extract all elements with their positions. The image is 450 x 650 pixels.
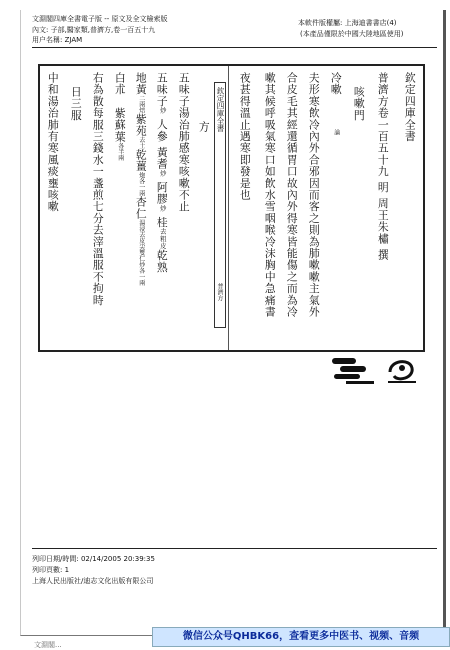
region-note: (本產品僅限於中國大陸地區使用) (300, 30, 404, 38)
text-column-9: 右為散每服三錢水一盞煎七分去滓溫服不拘時 (91, 72, 105, 306)
book-title-column: 欽定四庫全書 (403, 72, 417, 143)
text-column-5: 五味子湯治肺感寒咳嗽不止 (177, 72, 191, 213)
column-divider (228, 66, 229, 350)
document-footer (32, 554, 155, 587)
formula-heading: 方 (197, 121, 211, 133)
edition-title: 文淵閣四庫全書電子版 -- 原文及全文檢索版 (32, 15, 168, 23)
text-column-10: 日三服 (69, 86, 83, 122)
print-pages: 列印頁數: 1 (32, 566, 70, 574)
text-column-4: 夜甚得溫止遇寒即發是也 (238, 72, 252, 201)
section-title-column: 咳嗽門 (352, 86, 366, 122)
text-column-11: 中和湯治肺有寒風痰壅咳嗽 (46, 72, 60, 213)
text-column-2: 合皮毛其經還循胃口故內外得寒皆能傷之而為冷 (285, 72, 299, 318)
volume-title-column: 普濟方卷一百五十九 明 周王朱橚 撰 (376, 72, 390, 261)
distributor-logo (384, 352, 420, 386)
text-column-7: 地黃二兩焙紫苑去土乾薑炮各一兩杏仁湯浸去皮尖雙仁炒各一兩 (134, 72, 148, 286)
margin-book-sub: 普濟方 (216, 283, 223, 301)
margin-book-title: 欽定四庫全書 (216, 87, 225, 132)
document-header (32, 14, 168, 46)
print-date: 列印日期/時間: 02/14/2005 20:39:35 (32, 555, 155, 563)
license-info (298, 18, 403, 40)
footer-rule (32, 548, 437, 549)
user-name: 用户名稱: ZJAM (32, 36, 83, 44)
topic-text: 冷嗽 (329, 72, 343, 96)
page-margin-title (214, 82, 226, 328)
text-column-1: 夫形寒飲冷內外合邪因而客之則為肺嗽嗽主氣外 (307, 72, 321, 318)
header-rule (32, 47, 437, 48)
text-column-3: 嗽其候呼吸氣寒口如飲水雪咽喉冷沫胸中急痛書 (263, 72, 277, 318)
content-path: 內文: 子部,醫家類,普濟方,卷一百五十九 (32, 25, 156, 34)
topic-column (330, 72, 341, 344)
publisher-logo (330, 352, 376, 386)
text-column-6: 五味子炒 人參 黃耆炒 阿膠炒 桂去粗皮乾熟 (155, 72, 169, 274)
next-page-hint: 文淵閣... (34, 641, 62, 649)
copyright-holder: 本軟件版權屬: 上海迪書書店(4) (298, 19, 397, 27)
text-column-8: 白朮紫蘇葉各半兩 (113, 72, 127, 161)
publisher: 上海人民出版社/迪志文化出版有限公司 (32, 577, 154, 585)
watermark-banner: 微信公众号QHBK66，查看更多中医书、视频、音频 (152, 627, 450, 647)
book-page-panel (38, 64, 425, 352)
topic-note: 論 (332, 129, 340, 136)
